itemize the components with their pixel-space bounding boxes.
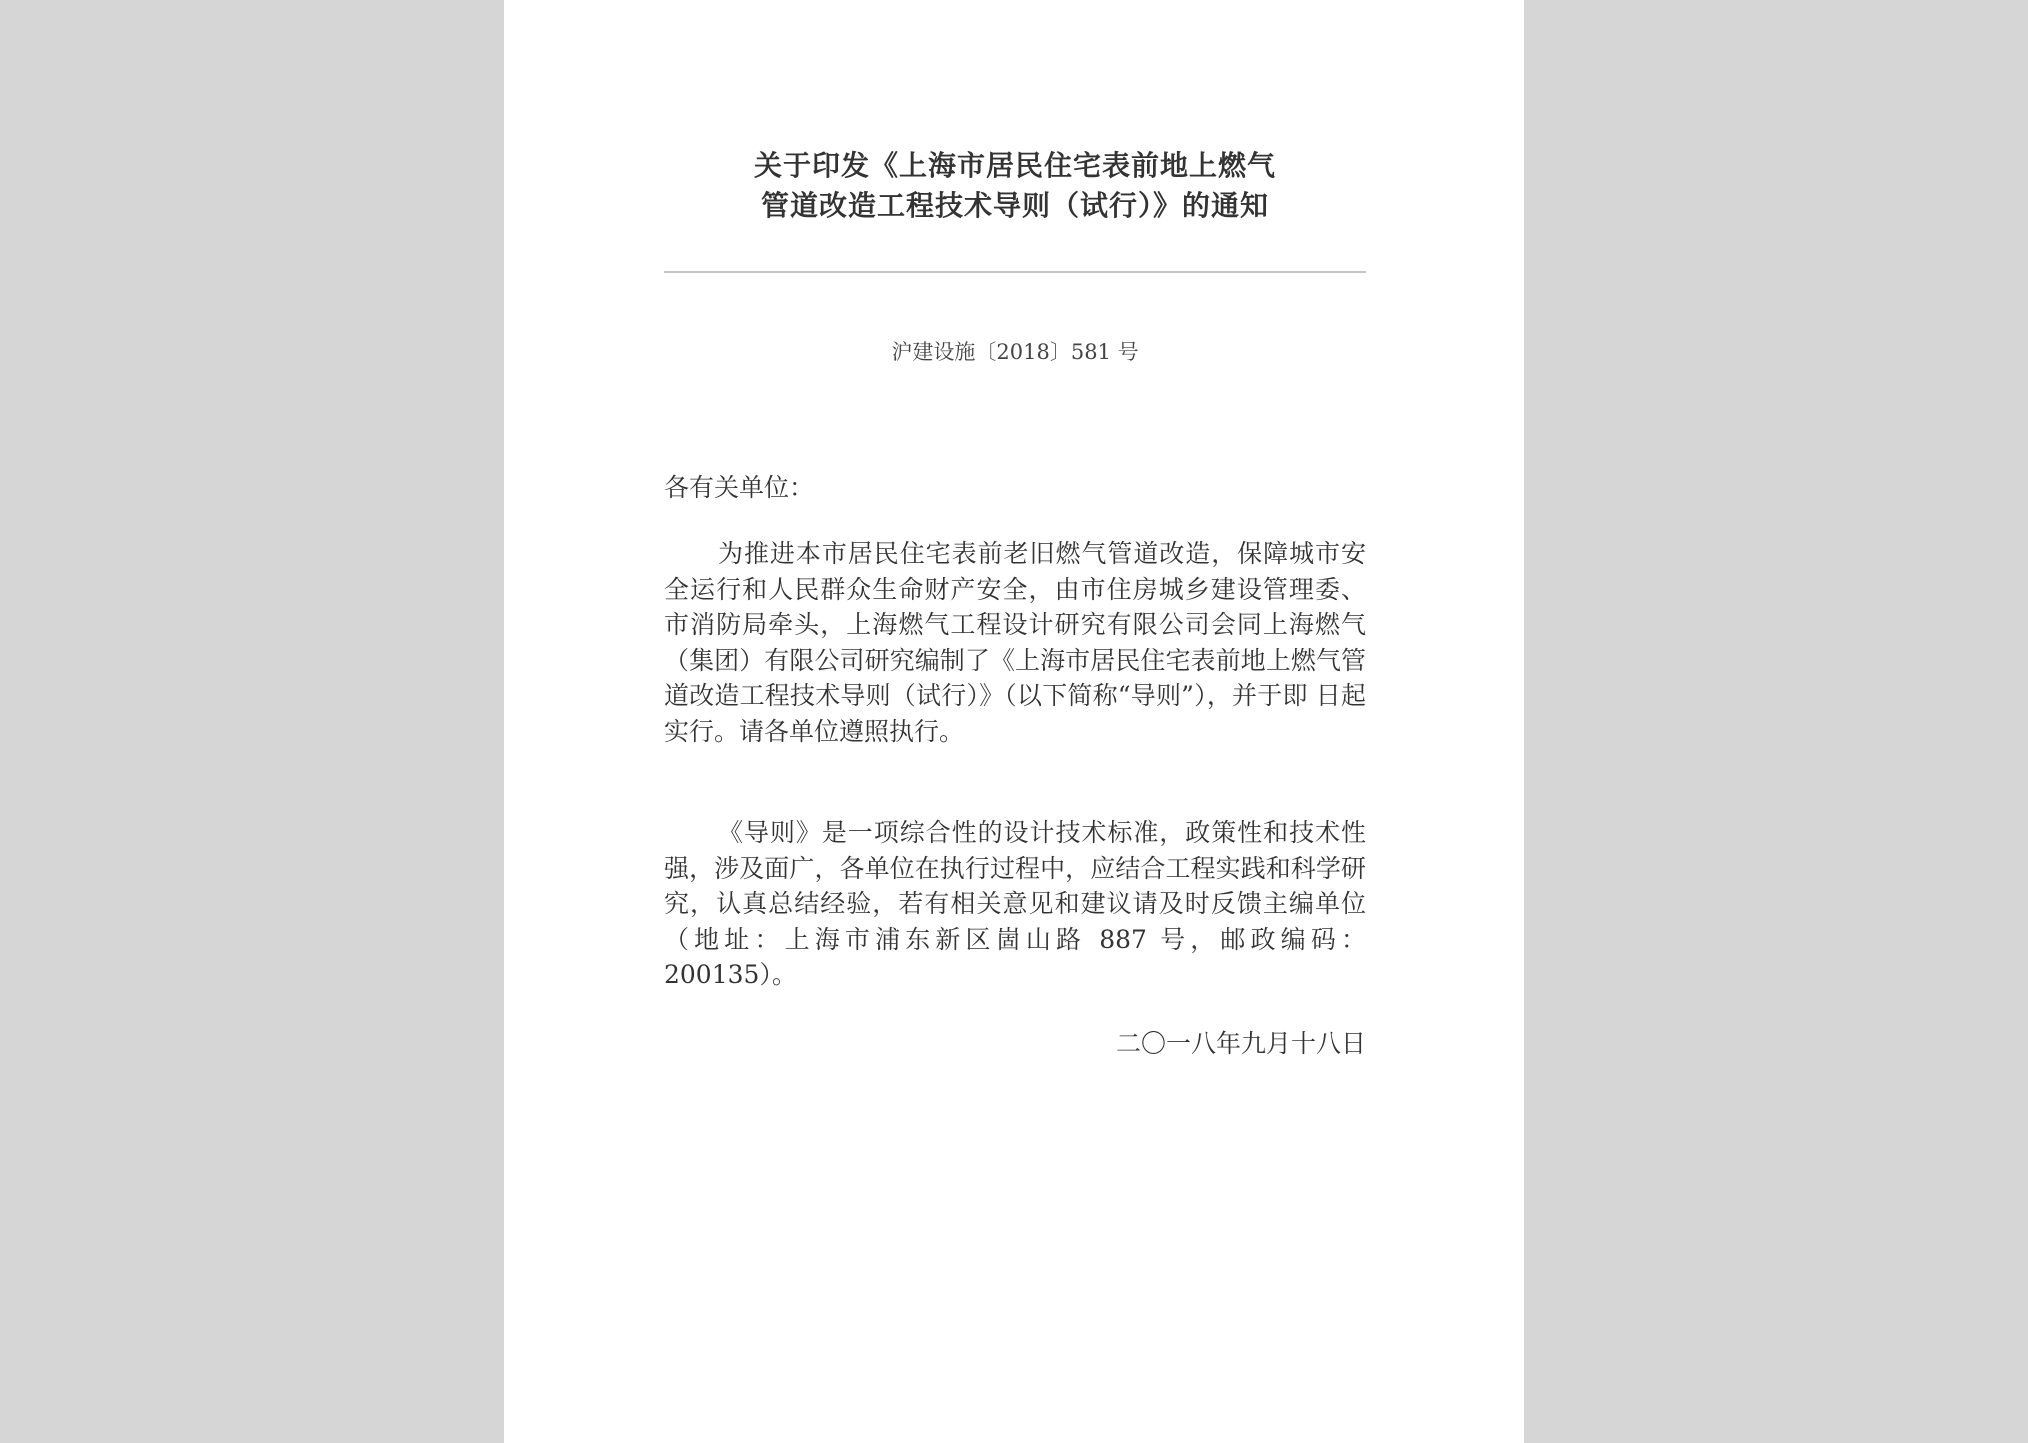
title-line-2: 管道改造工程技术导则（试行）》的通知 [760,189,1269,222]
issue-date: 二〇一八年九月十八日 [1115,1029,1366,1058]
salutation: 各有关单位： [664,473,815,502]
document-title [664,146,1366,226]
document-page [504,0,1524,1443]
body-paragraph-1: 为推进本市居民住宅表前老旧燃气管道改造，保障城市安全运行和人民群众生命财产安全，由市住房城乡建设管理委、 市消防局牵头，上海燃气工程设计研究有限公司会同上海燃气（集团）有限公司研究编制了《上海市居民住宅表前地上燃气管道改造工程技术导则（试行）》（以下简称“导则”），并于即 日起实行。请各单位遵照执行。 [664,539,1366,746]
title-line-1: 关于印发《上海市居民住宅表前地上燃气 [753,149,1276,182]
document-number: 沪建设施〔2018〕581 号 [891,340,1139,364]
body-paragraph-2: 《导则》是一项综合性的设计技术标准，政策性和技术性强，涉及面广，各单位在执行过程中，应结合工程实践和科学研究，认真总结经验，若有相关意见和建议请及时反馈主编单位（地址：上海市浦东新区崮山路 887 号，邮政编码：200135）。 [664,818,1366,989]
title-divider [664,271,1366,273]
